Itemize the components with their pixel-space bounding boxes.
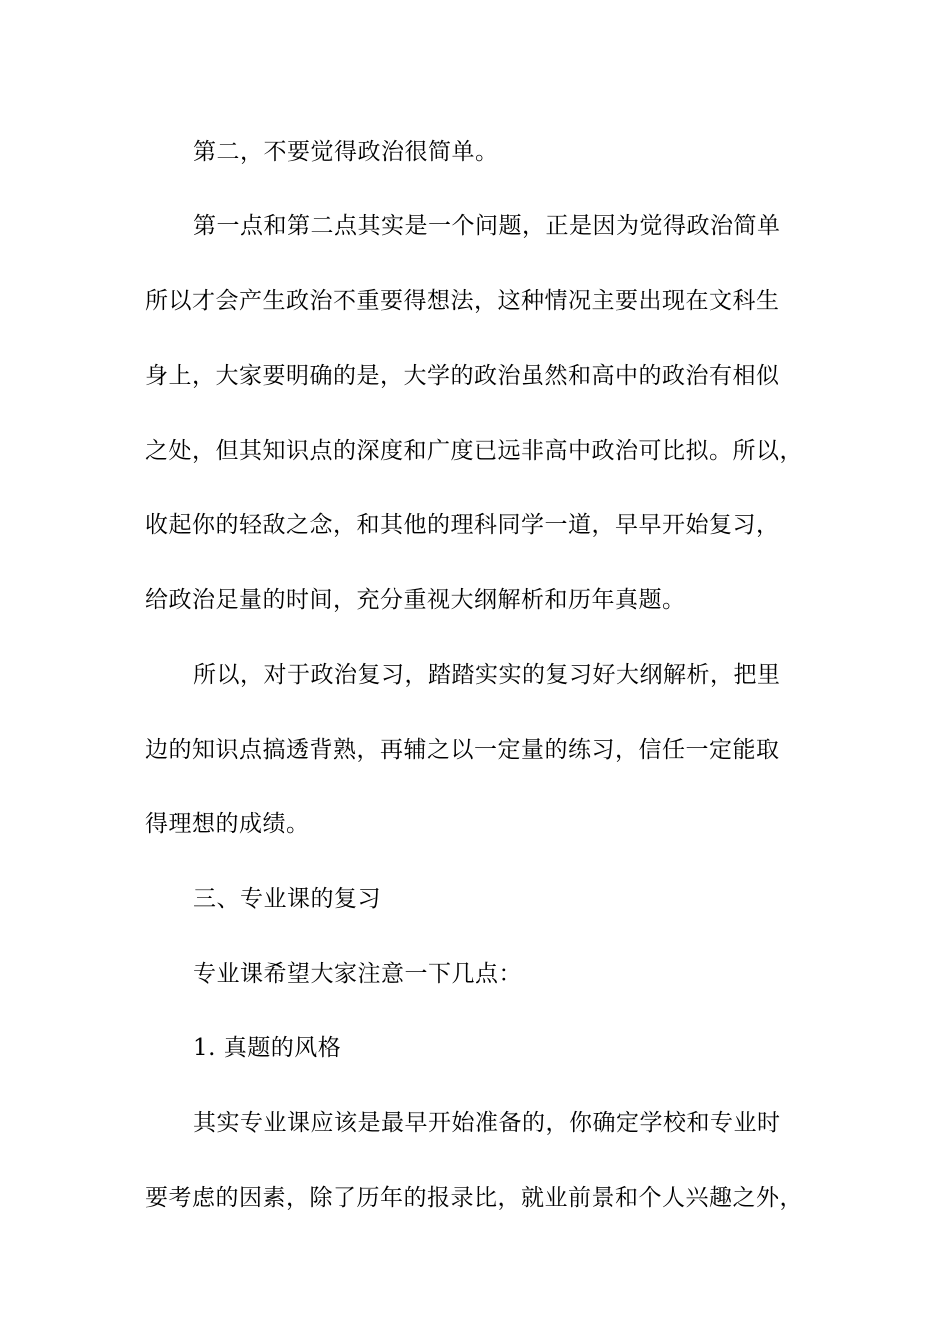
paragraph-text-line: 第一点和第二点其实是一个问题，正是因为觉得政治简单 <box>193 213 781 239</box>
paragraph-text-line: 收起你的轻敌之念，和其他的理科同学一道，早早开始复习， <box>145 512 780 538</box>
paragraph-text-line: 边的知识点搞透背熟，再辅之以一定量的练习，信任一定能取 <box>145 737 780 763</box>
paragraph-text-line: 给政治足量的时间，充分重视大纲解析和历年真题。 <box>145 587 686 613</box>
paragraph-text-line: 所以，对于政治复习，踏踏实实的复习好大纲解析，把里 <box>193 662 781 688</box>
paragraph-text-line: 专业课希望大家注意一下几点： <box>193 961 522 987</box>
paragraph-text-line: 要考虑的因素，除了历年的报录比，就业前景和个人兴趣之外， <box>145 1185 803 1211</box>
paragraph-point-two: 第二，不要觉得政治很简单。 <box>193 139 499 165</box>
paragraph-text-line: 之处，但其知识点的深度和广度已远非高中政治可比拟。所以， <box>145 438 803 464</box>
list-item-heading: 1. 真题的风格 <box>193 1035 342 1061</box>
paragraph-text-line: 其实专业课应该是最早开始准备的，你确定学校和专业时 <box>193 1110 781 1136</box>
paragraph-text-line: 身上，大家要明确的是，大学的政治虽然和高中的政治有相似 <box>145 363 780 389</box>
section-heading: 三、专业课的复习 <box>193 886 381 912</box>
paragraph-text-line: 所以才会产生政治不重要得想法，这种情况主要出现在文科生 <box>145 288 780 314</box>
paragraph-text-line: 得理想的成绩。 <box>145 811 310 837</box>
